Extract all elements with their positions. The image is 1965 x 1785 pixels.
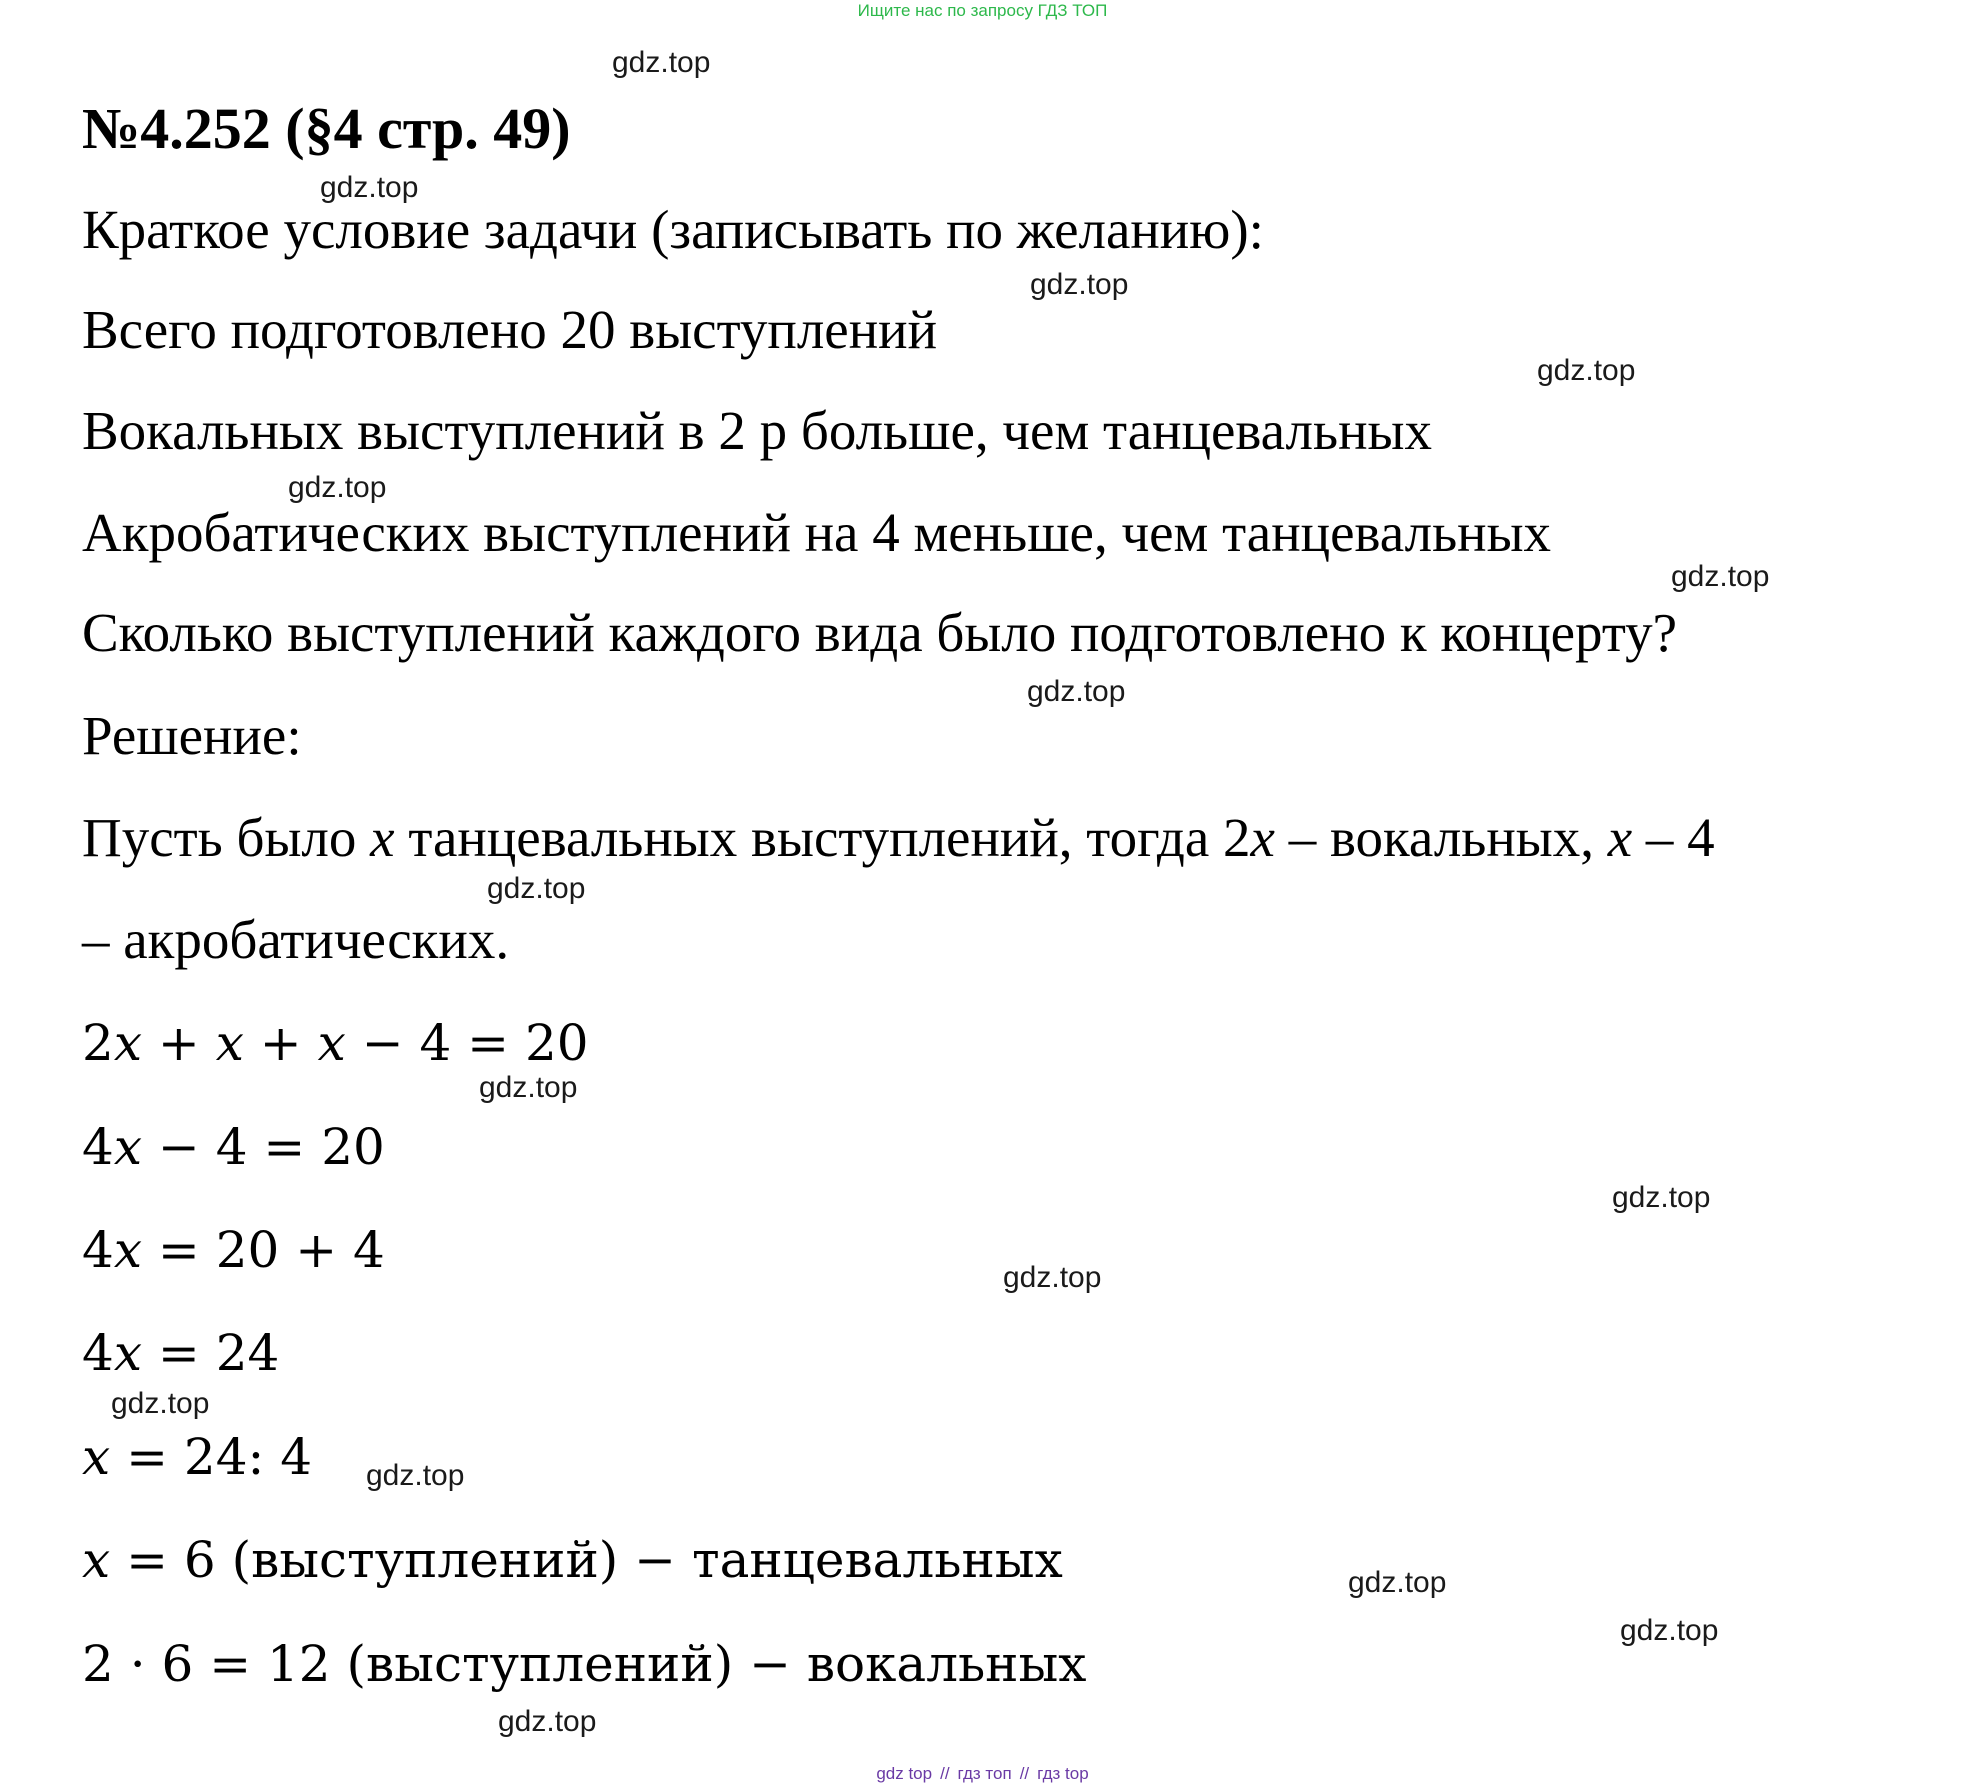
intro-text-a: Пусть было	[82, 807, 371, 868]
eq7-part1: 2 · 6 = 12 (выступлений) − вокальных	[82, 1635, 1087, 1693]
watermark: gdz.top	[1671, 560, 1770, 593]
watermark: gdz.top	[288, 471, 387, 504]
watermark: gdz.top	[366, 1459, 465, 1492]
eq1-var1: x	[113, 1014, 143, 1072]
watermark: gdz.top	[498, 1705, 597, 1738]
watermark: gdz.top	[1620, 1614, 1719, 1647]
equation-7	[82, 1635, 1087, 1693]
watermark: gdz.top	[320, 171, 419, 204]
watermark: gdz.top	[487, 872, 586, 905]
watermark: gdz.top	[1027, 675, 1126, 708]
condition-heading: Краткое условие задачи (записывать по желанию):	[82, 199, 1264, 260]
eq2-var1: x	[113, 1118, 143, 1176]
intro-text-c: – вокальных,	[1274, 807, 1608, 868]
eq1-var3: x	[317, 1014, 346, 1072]
top-banner	[0, 0, 1965, 22]
equation-3	[82, 1221, 385, 1279]
solution-heading: Решение:	[82, 705, 302, 766]
condition-line-vocal: Вокальных выступлений в 2 р больше, чем танцевальных	[82, 400, 1432, 461]
intro-var-3: x	[1607, 807, 1633, 868]
eq3-var1: x	[113, 1221, 143, 1279]
watermark: gdz.top	[1537, 354, 1636, 387]
watermark: gdz.top	[1030, 268, 1129, 301]
eq6-part2: = 6 (выступлений) − танцевальных	[110, 1531, 1063, 1589]
bottom-banner-item-3: гдз top	[1037, 1764, 1089, 1783]
intro-var-1: x	[370, 807, 395, 868]
equation-6	[82, 1531, 1063, 1589]
equation-1	[82, 1014, 589, 1072]
eq5-part2: = 24: 4	[110, 1428, 313, 1486]
top-banner-text: Ищите нас по запросу ГДЗ ТОП	[857, 1, 1108, 20]
bottom-banner-item-2: гдз топ	[957, 1764, 1012, 1783]
solution-intro-line-2: – акробатических.	[82, 909, 510, 970]
eq1-part4: − 4 = 20	[345, 1014, 589, 1072]
eq6-var1: x	[82, 1531, 111, 1589]
eq2-part2: − 4 = 20	[142, 1118, 385, 1176]
equation-5	[82, 1428, 313, 1486]
intro-text-b: танцевальных выступлений, тогда 2	[394, 807, 1251, 868]
equation-4	[82, 1324, 280, 1382]
watermark: gdz.top	[1348, 1566, 1447, 1599]
condition-question: Сколько выступлений каждого вида было подготовлено к концерту?	[82, 602, 1678, 663]
watermark: gdz.top	[612, 46, 711, 79]
eq3-part1: 4	[82, 1221, 114, 1279]
eq4-var1: x	[113, 1324, 143, 1382]
watermark: gdz.top	[479, 1071, 578, 1104]
eq1-part2: +	[142, 1014, 216, 1072]
watermark: gdz.top	[1003, 1261, 1102, 1294]
intro-var-2: x	[1250, 807, 1275, 868]
page-title: №4.252 (§4 стр. 49)	[82, 96, 571, 161]
bottom-banner	[0, 1763, 1965, 1785]
equation-2	[82, 1118, 385, 1176]
bottom-banner-sep-2: //	[1019, 1764, 1030, 1783]
condition-line-acrobatic: Акробатических выступлений на 4 меньше, чем танцевальных	[82, 502, 1552, 563]
eq4-part1: 4	[82, 1324, 114, 1382]
eq1-part3: +	[243, 1014, 318, 1072]
eq3-part2: = 20 + 4	[142, 1221, 385, 1279]
eq4-part2: = 24	[142, 1324, 280, 1382]
eq5-var1: x	[82, 1428, 111, 1486]
eq1-part1: 2	[82, 1014, 114, 1072]
eq1-var2: x	[215, 1014, 244, 1072]
bottom-banner-sep-1: //	[940, 1764, 950, 1783]
intro-text-d: – 4	[1632, 807, 1715, 868]
watermark: gdz.top	[1612, 1181, 1711, 1214]
eq2-part1: 4	[82, 1118, 114, 1176]
bottom-banner-item-1: gdz top	[876, 1764, 933, 1783]
condition-line-total: Всего подготовлено 20 выступлений	[82, 299, 937, 360]
solution-intro-line-1	[82, 807, 1715, 868]
watermark: gdz.top	[111, 1387, 210, 1420]
